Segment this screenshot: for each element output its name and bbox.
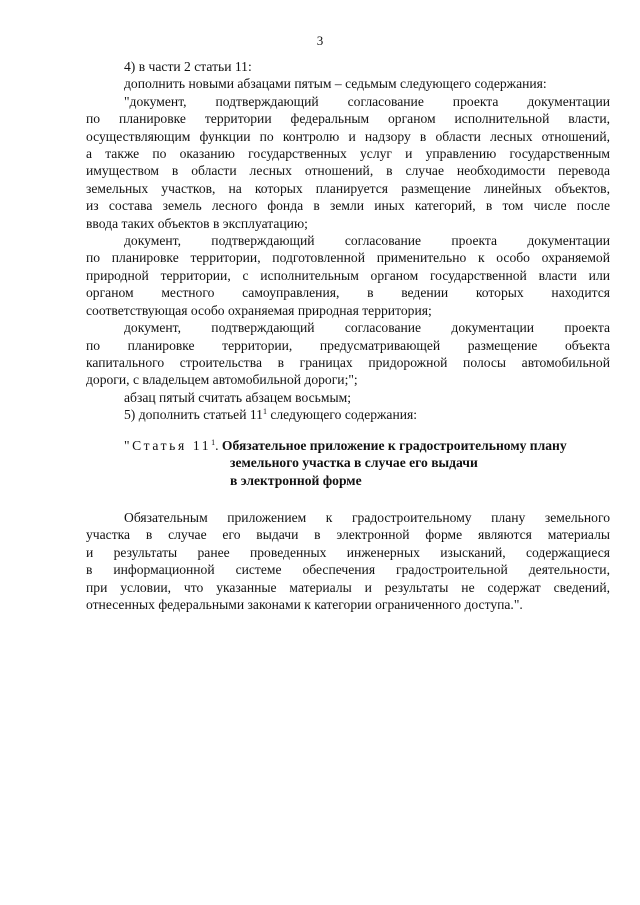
text-line: документ, подтверждающий согласование проекта документации: [124, 233, 610, 249]
text-line: ввода таких объектов в эксплуатацию;: [86, 215, 308, 231]
article-label: "Статья 11: [124, 438, 212, 453]
item4-heading: 4) в части 2 статьи 11:: [124, 59, 252, 74]
text-line: из состава земель лесного фонда в земли иных категорий, в том числе после: [86, 198, 610, 214]
text-line: по планировке территории, предусматривающей размещение объекта: [86, 337, 610, 353]
amendment-text: [86, 58, 610, 424]
page-number: 3: [316, 33, 324, 48]
article-title-line-3: в электронной форме: [230, 472, 362, 488]
text-line: природной территории, с исполнительным органом государственной власти или: [86, 267, 610, 283]
text-line: земельных участков, на которых планируется размещение линейных объектов,: [86, 180, 610, 196]
article-paragraph: [86, 509, 610, 613]
text-line: имуществом в области лесных отношений, в случае необходимости перевода: [86, 163, 610, 179]
text-line: капитального строительства в границах придорожной полосы автомобильной: [86, 354, 610, 370]
text-line: Обязательным приложением к градостроительному плану земельного: [124, 510, 610, 525]
renumber-note: абзац пятый считать абзацем восьмым;: [124, 389, 351, 405]
text-line: по планировке территории, подготовленной применительно к особо охраняемой: [86, 250, 610, 266]
text-line: в информационной системе обеспечения градостроительной деятельности,: [86, 562, 610, 578]
text-line: а также по оказанию государственных услуг и управлению государственным: [86, 146, 610, 162]
item5-superscript: 1: [262, 407, 267, 417]
new-paragraph-2: [86, 232, 610, 319]
text-line: осуществляющим функции по контролю и надзору в области лесных отношений,: [86, 128, 610, 144]
text-line: соответствующая особо охраняемая природная территория;: [86, 302, 432, 318]
text-line: документ, подтверждающий согласование документации проекта: [124, 320, 610, 336]
item5-suffix: следующего содержания:: [266, 407, 418, 423]
text-line: и результаты ранее проведенных инженерных изысканий, содержащиеся: [86, 544, 610, 560]
article-label-dot: .: [215, 438, 219, 453]
text-line: отнесенных федеральными законами к категории ограниченного доступа.".: [86, 597, 523, 613]
new-paragraph-3: [86, 319, 610, 389]
text-line: дороги, с владельцем автомобильной дороги;";: [86, 372, 358, 388]
text-line: по планировке территории федеральным органом исполнительной власти,: [86, 111, 610, 127]
article-title-line-1: Обязательное приложение к градостроительному плану: [221, 438, 567, 453]
item5-instruction: [86, 406, 610, 423]
text-line: органом местного самоуправления, в ведении которых находится: [86, 285, 610, 301]
article-title-line-2: земельного участка в случае его выдачи: [230, 455, 478, 471]
text-line: при условии, что указанные материалы и результаты не содержат сведений,: [86, 579, 610, 595]
item5-prefix: 5) дополнить статьей 11: [124, 407, 263, 423]
article-superscript: 1: [211, 438, 216, 447]
text-line: "документ, подтверждающий согласование проекта документации: [124, 93, 610, 109]
new-paragraph-1: [86, 93, 610, 232]
text-line: участка в случае его выдачи в электронной форме являются материалы: [86, 527, 610, 543]
article-heading: [124, 437, 610, 489]
item4-instruction: дополнить новыми абзацами пятым – седьмым следующего содержания:: [124, 76, 547, 92]
article-body: [86, 509, 610, 613]
